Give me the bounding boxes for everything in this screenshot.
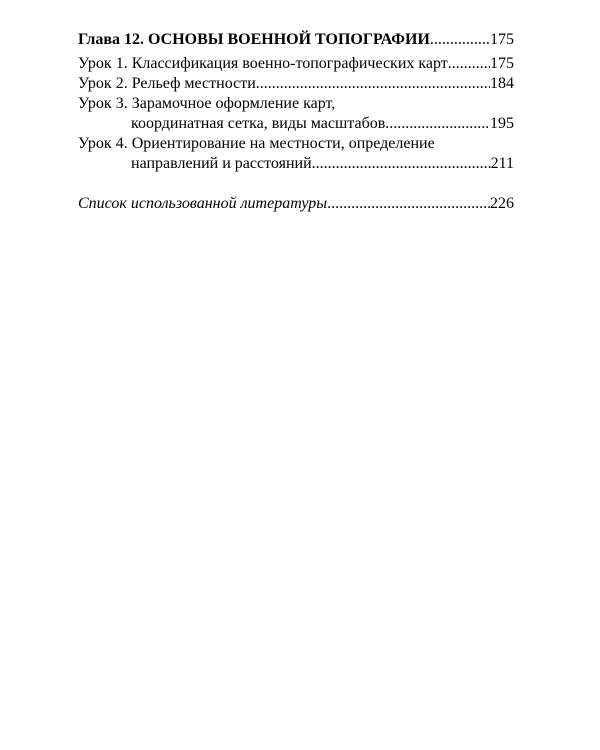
lesson-title: Урок 1. Классификация военно-топографических карт (78, 55, 448, 72)
dot-leader (385, 114, 490, 134)
dot-leader (448, 54, 490, 74)
bibliography-entry[interactable] (78, 194, 514, 214)
lesson-title-line-1: Урок 3. Зарамочное оформление карт, (78, 95, 336, 112)
lesson-entry-4[interactable] (78, 134, 514, 174)
lesson-title-line-1: Урок 4. Ориентирование на местности, определение (78, 135, 435, 152)
lesson-entry-1[interactable] (78, 54, 514, 74)
lesson-entry-3[interactable] (78, 94, 514, 134)
lesson-page-number: 195 (490, 115, 514, 132)
lesson-title-continuation (78, 114, 514, 134)
lesson-title-line-2: координатная сетка, виды масштабов (131, 115, 386, 132)
lesson-page-number: 184 (490, 75, 514, 92)
lesson-title: Урок 2. Рельеф местности (78, 75, 256, 92)
lesson-page-number: 211 (490, 155, 514, 172)
lesson-title-continuation (78, 154, 514, 174)
chapter-entry[interactable] (78, 30, 514, 50)
bibliography-title: Список использованной литературы (78, 195, 328, 212)
dot-leader (327, 194, 490, 214)
table-of-contents (78, 30, 514, 214)
dot-leader (256, 74, 490, 94)
chapter-title: Глава 12. ОСНОВЫ ВОЕННОЙ ТОПОГРАФИИ (78, 31, 430, 48)
bibliography-page-number: 226 (490, 195, 514, 212)
lesson-entry-2[interactable] (78, 74, 514, 94)
chapter-page-number: 175 (490, 31, 514, 48)
lesson-title-line-2: направлений и расстояний (131, 155, 312, 172)
lesson-page-number: 175 (490, 55, 514, 72)
dot-leader (430, 30, 490, 50)
lesson-list (78, 54, 514, 174)
dot-leader (312, 154, 491, 174)
